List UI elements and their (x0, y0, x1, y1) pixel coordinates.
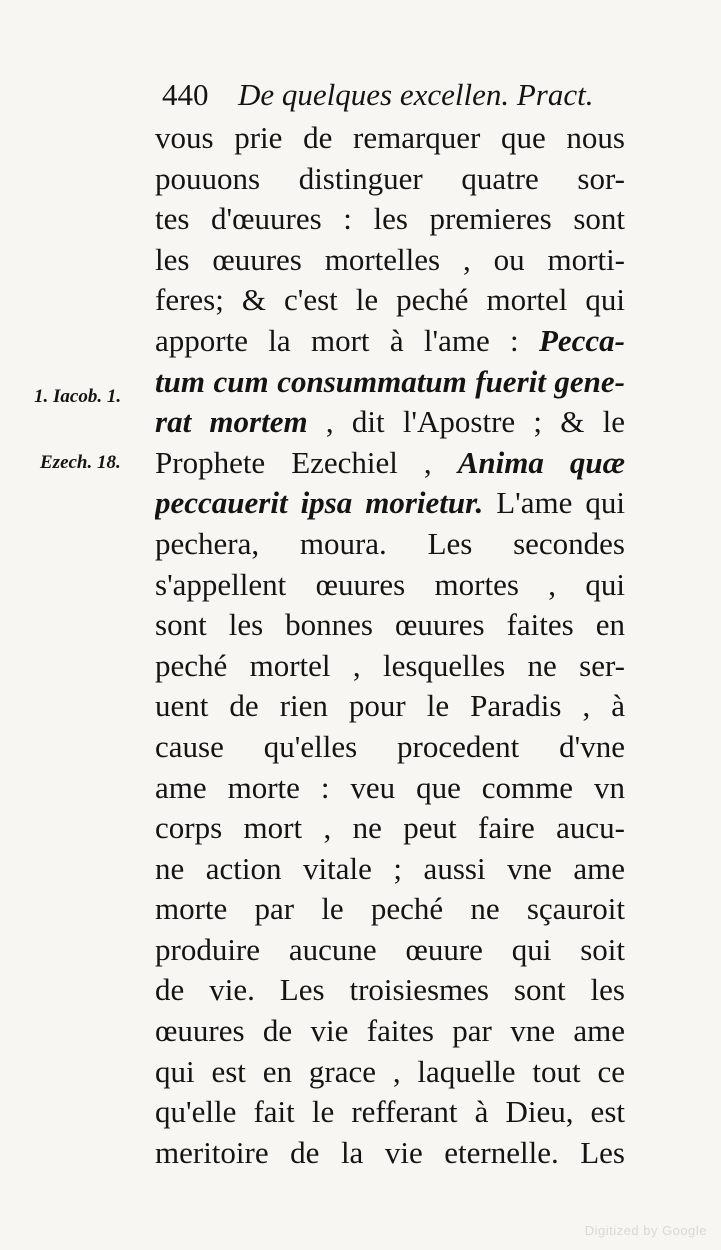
text-segment: , dit l'Apostre ; & le (307, 404, 625, 440)
running-title: De quelques excellen. Pract. (238, 77, 594, 112)
text-block (155, 118, 625, 1173)
page-number: 440 (162, 77, 209, 112)
text-line: uent de rien pour le Paradis , à (155, 688, 625, 724)
text-line: sont les bonnes œuures faites en (155, 607, 625, 643)
text-line (155, 483, 625, 524)
latin-quote: peccauerit ipsa morietur. (155, 485, 484, 521)
text-line: meritoire de la vie eternelle. Les (155, 1134, 625, 1170)
text-line (155, 321, 625, 362)
text-line: peché mortel , lesquelles ne ser- (155, 647, 625, 683)
text-line: pouuons distinguer quatre sor- (155, 160, 625, 196)
text-line: cause qu'elles procedent d'vne (155, 728, 625, 764)
text-line: œuures de vie faites par vne ame (155, 1013, 625, 1049)
text-line: corps mort , ne peut faire aucu- (155, 810, 625, 846)
latin-quote: rat mortem (155, 404, 308, 440)
text-line: morte par le peché ne sçauroit (155, 891, 625, 927)
watermark: Digitized by Google (584, 1223, 707, 1238)
page-header (150, 70, 610, 120)
text-line: vous prie de remarquer que nous (155, 120, 625, 155)
text-line: qu'elle fait le refferant à Dieu, est (155, 1094, 625, 1130)
text-line: tum cum consummatum fuerit gene- (155, 363, 625, 399)
text-line: produire aucune œuure qui soit (155, 931, 625, 967)
text-line: les œuures mortelles , ou morti- (155, 241, 625, 277)
text-line: s'appellent œuures mortes , qui (155, 566, 625, 602)
text-line: de vie. Les troisiesmes sont les (155, 972, 625, 1008)
text-line: qui est en grace , laquelle tout ce (155, 1053, 625, 1089)
text-line: ne action vitale ; aussi vne ame (155, 850, 625, 886)
margin-note-iacob: 1. Iacob. 1. (34, 386, 122, 407)
text-line: pechera, moura. Les secondes (155, 525, 625, 561)
margin-note-ezech: Ezech. 18. (40, 452, 121, 473)
text-line: ame morte : veu que comme vn (155, 769, 625, 805)
latin-quote: Pecca- (538, 322, 625, 358)
text-segment: L'ame qui (483, 485, 625, 521)
text-segment: Prophete Ezechiel , (155, 444, 432, 480)
text-line: tes d'œuures : les premieres sont (155, 201, 625, 237)
text-line: feres; & c'est le peché mortel qui (155, 282, 625, 318)
latin-quote: Anima quæ (457, 444, 625, 480)
text-line (155, 402, 625, 443)
text-segment: apporte la mort à l'ame : (155, 322, 519, 358)
text-line (155, 443, 625, 484)
